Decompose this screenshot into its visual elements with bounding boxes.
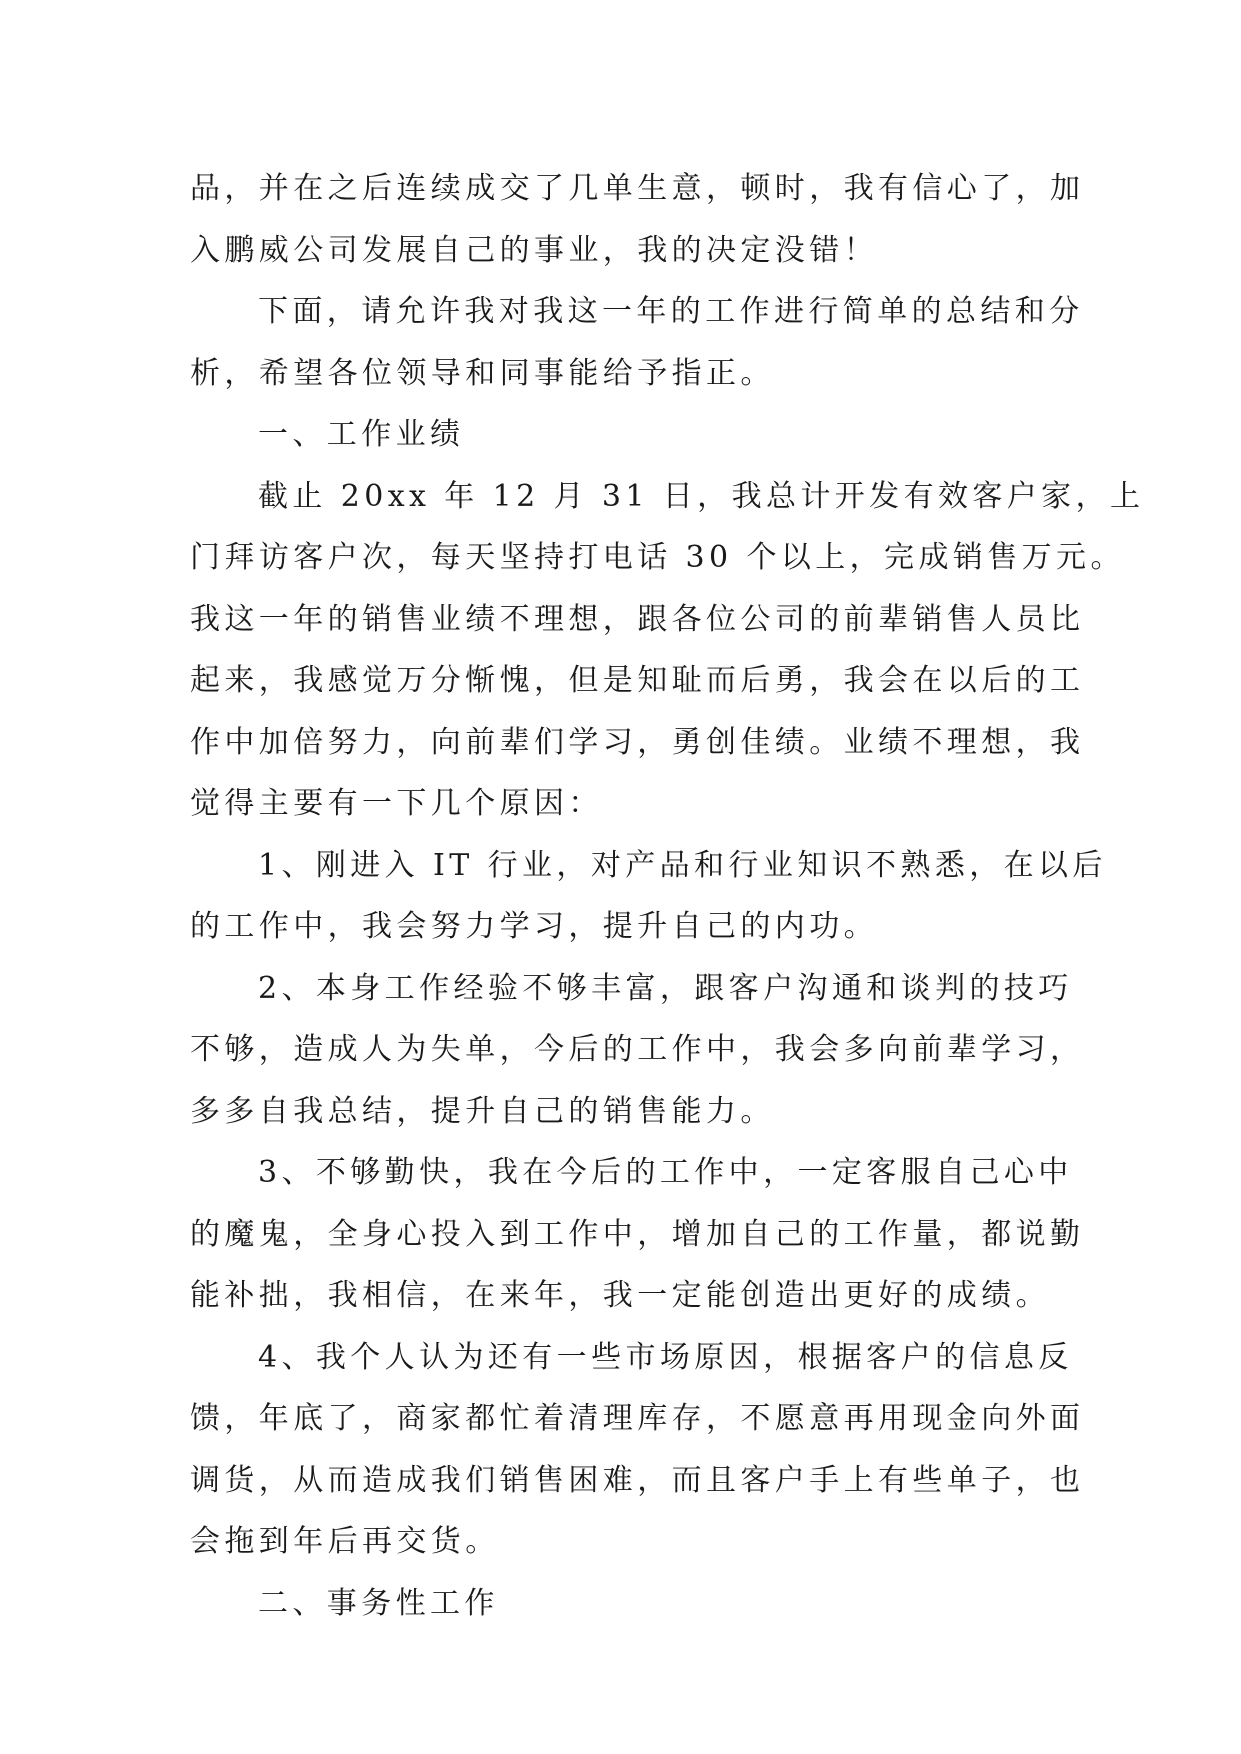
document-body — [190, 158, 1145, 1634]
text-line: 多多自我总结，提升自己的销售能力。 — [190, 1093, 775, 1129]
section-heading: 二、事务性工作 — [258, 1585, 499, 1621]
list-item-start: 3、不够勤快，我在今后的工作中，一定客服自己心中 — [258, 1155, 1073, 1190]
text-line: 会拖到年后再交货。 — [190, 1524, 500, 1559]
text-line: 入鹏威公司发展自己的事业，我的决定没错！ — [190, 232, 878, 268]
section-heading: 一、工作业绩 — [258, 417, 465, 452]
list-item-start: 4、我个人认为还有一些市场原因，根据客户的信息反 — [258, 1339, 1073, 1375]
text-line: 馈，年底了，商家都忙着清理库存，不愿意再用现金向外面 — [190, 1401, 1085, 1436]
text-line: 析，希望各位领导和同事能给予指正。 — [190, 355, 775, 391]
text-line: 的魔鬼，全身心投入到工作中，增加自己的工作量，都说勤 — [190, 1216, 1085, 1252]
text-line: 觉得主要有一下几个原因： — [190, 786, 603, 821]
list-item-start: 2、本身工作经验不够丰富，跟客户沟通和谈判的技巧 — [258, 970, 1073, 1006]
text-line: 不够，造成人为失单，今后的工作中，我会多向前辈学习， — [190, 1032, 1085, 1067]
text-line: 门拜访客户次，每天坚持打电话 30 个以上，完成销售万元。 — [190, 540, 1125, 575]
text-line: 能补拙，我相信，在来年，我一定能创造出更好的成绩。 — [190, 1278, 1050, 1313]
text-line: 的工作中，我会努力学习，提升自己的内功。 — [190, 909, 878, 944]
text-line: 调货，从而造成我们销售困难，而且客户手上有些单子，也 — [190, 1462, 1085, 1498]
text-line: 我这一年的销售业绩不理想，跟各位公司的前辈销售人员比 — [190, 601, 1085, 637]
list-item-start: 1、刚进入 IT 行业，对产品和行业知识不熟悉，在以后 — [258, 847, 1107, 883]
text-line: 起来，我感觉万分惭愧，但是知耻而后勇，我会在以后的工 — [190, 663, 1085, 698]
paragraph-start-line: 截止 20xx 年 12 月 31 日，我总计开发有效客户家，上 — [258, 478, 1145, 514]
text-line: 品，并在之后连续成交了几单生意，顿时，我有信心了，加 — [190, 171, 1085, 206]
paragraph-start-line: 下面，请允许我对我这一年的工作进行简单的总结和分 — [258, 294, 1084, 329]
text-line: 作中加倍努力，向前辈们学习，勇创佳绩。业绩不理想，我 — [190, 724, 1085, 760]
